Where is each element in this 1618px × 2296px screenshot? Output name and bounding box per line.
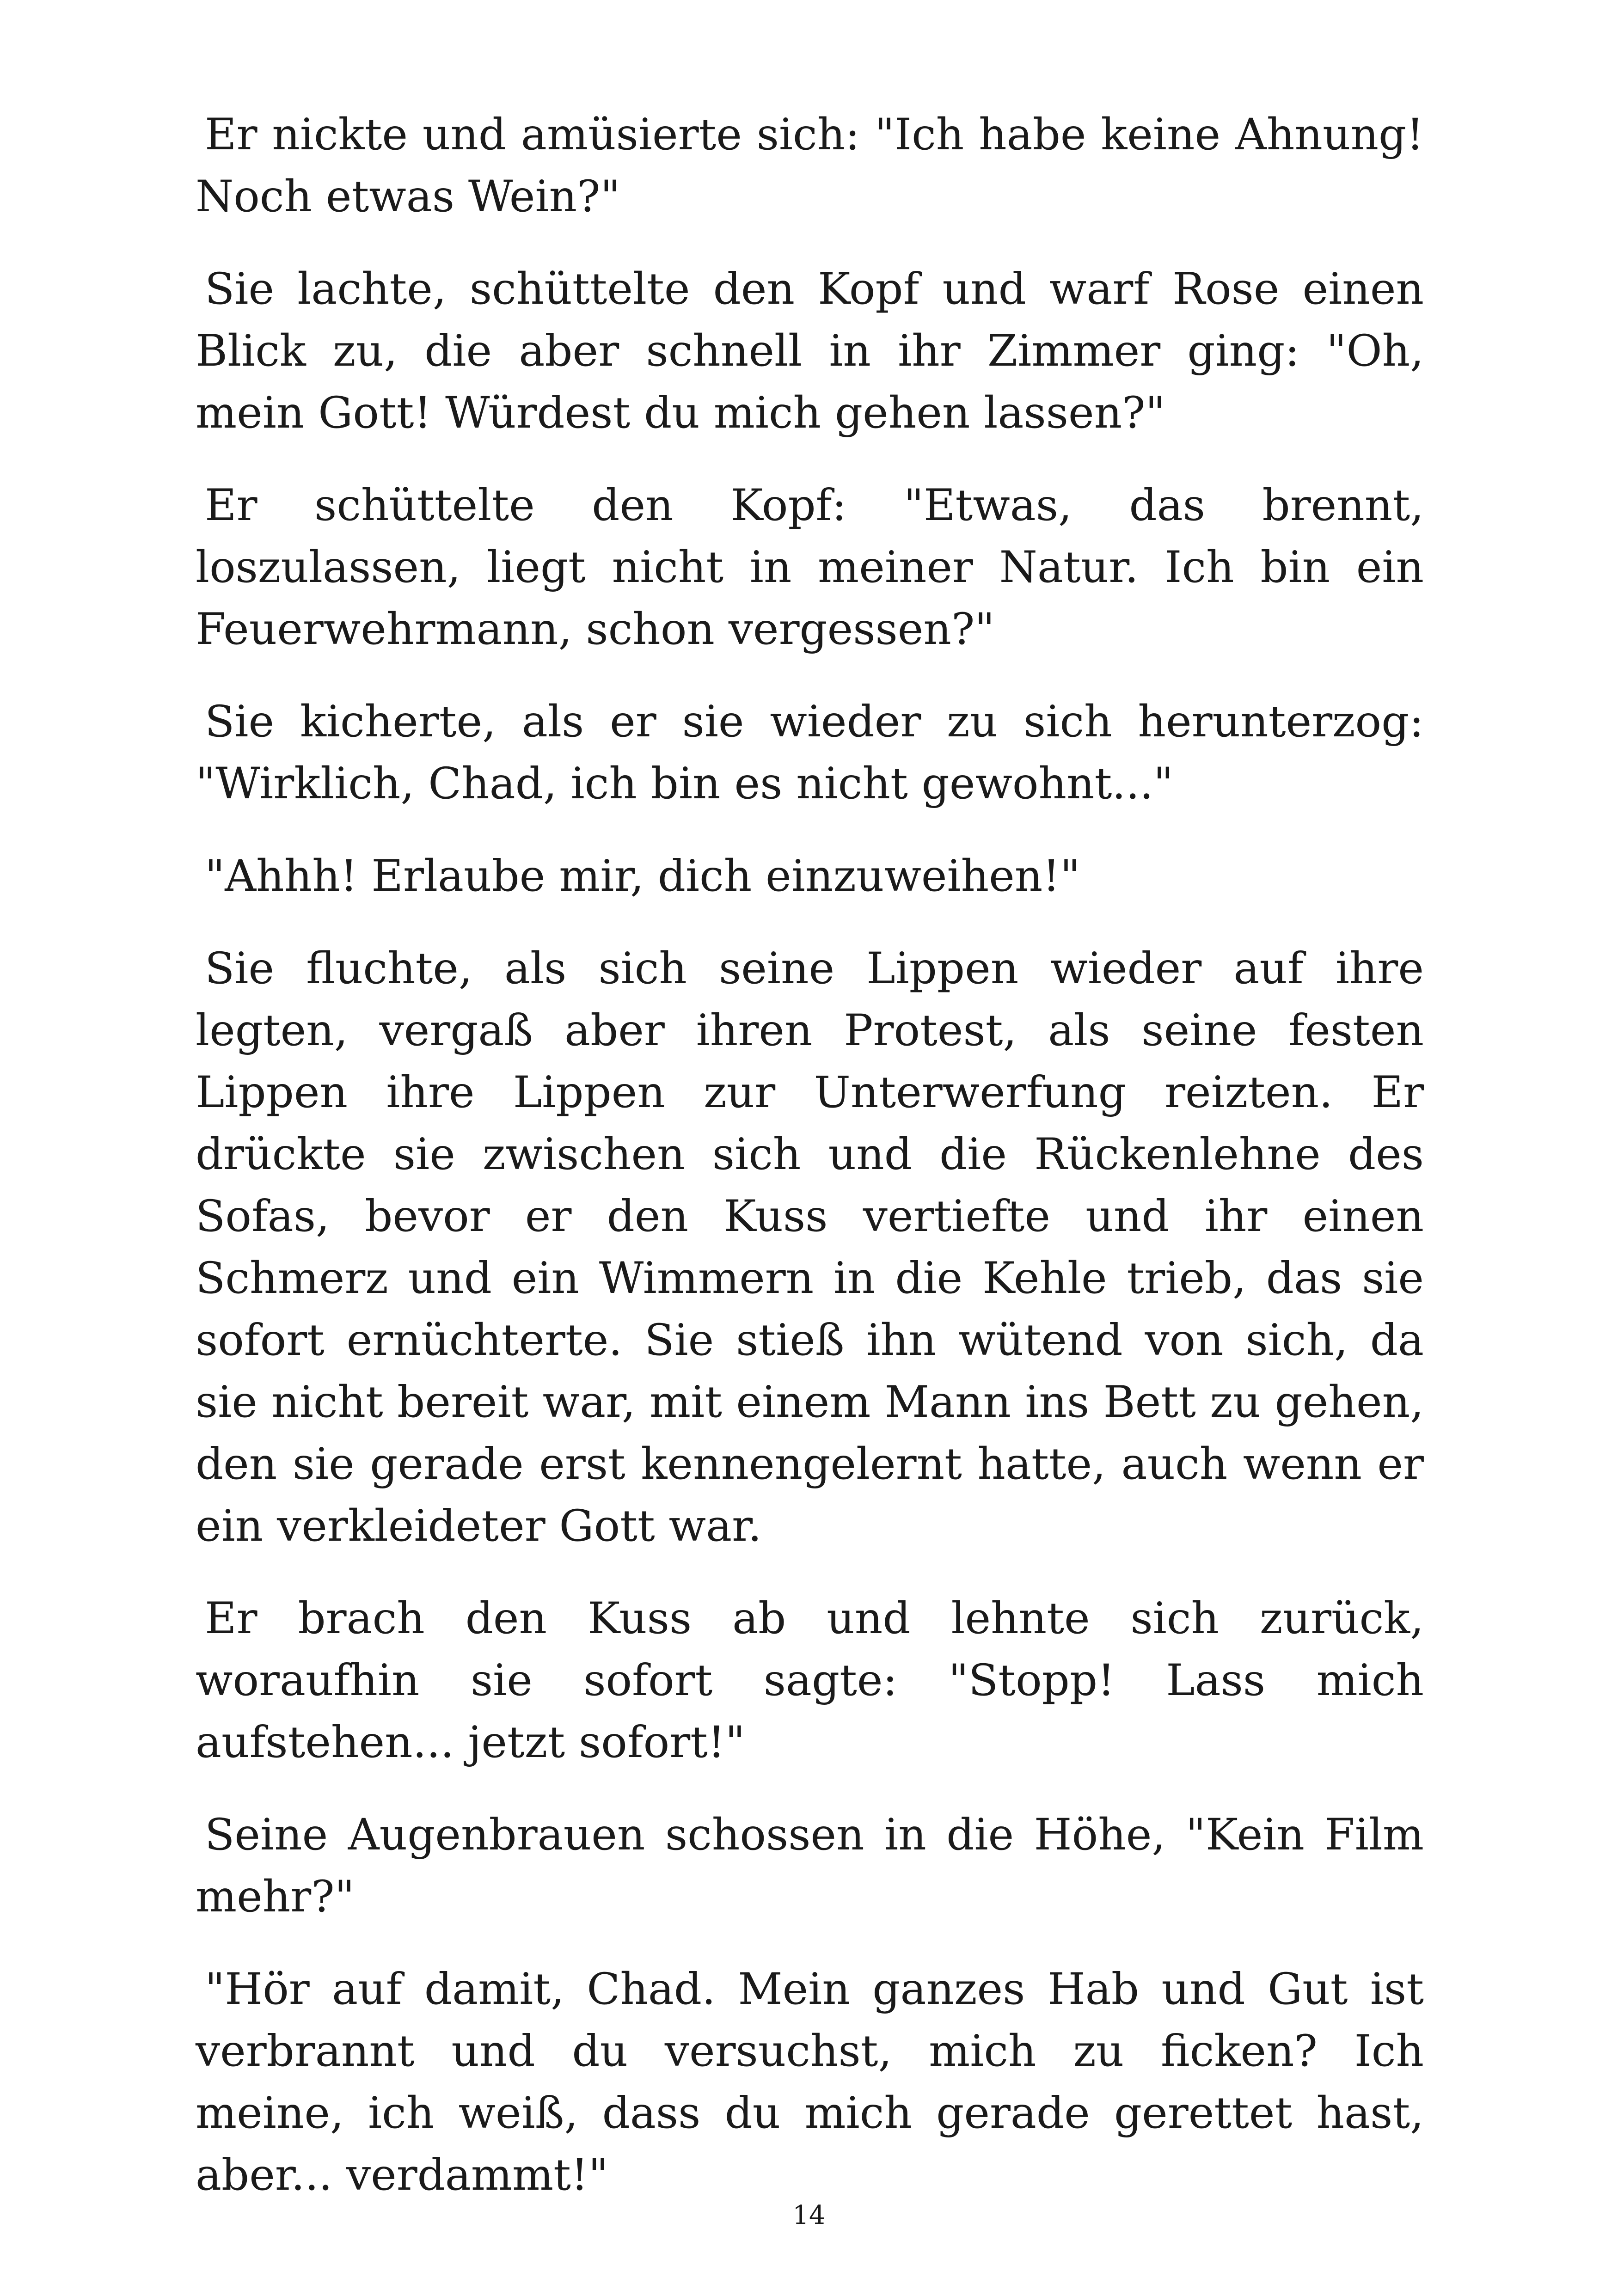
page-number: 14 — [792, 2200, 826, 2230]
paragraph: Seine Augenbrauen schossen in die Höhe, "Kein Film mehr?" — [196, 1810, 1424, 1922]
paragraph: Sie lachte, schüttelte den Kopf und warf Rose einen Blick zu, die aber schnell in ihr Zimmer ging: "Oh, mein Gott! Würdest du mich gehen lassen?" — [196, 264, 1424, 438]
paragraph: "Ahhh! Erlaube mir, dich einzuweihen!" — [205, 851, 1080, 901]
paragraph: Er nickte und amüsierte sich: "Ich habe keine Ahnung! Noch etwas Wein?" — [196, 110, 1424, 222]
paragraph: Sie kicherte, als er sie wieder zu sich herunterzog: "Wirklich, Chad, ich bin es nicht gewohnt..." — [196, 697, 1424, 809]
text-body — [196, 104, 1424, 2237]
paragraph: Er brach den Kuss ab und lehnte sich zurück, woraufhin sie sofort sagte: "Stopp! Lass mich aufstehen... jetzt sofort!" — [196, 1593, 1424, 1768]
paragraph: Er schüttelte den Kopf: "Etwas, das brennt, loszulassen, liegt nicht in meiner Natur. Ich bin ein Feuerwehrmann, schon vergessen?" — [196, 480, 1424, 655]
paragraph: "Hör auf damit, Chad. Mein ganzes Hab und Gut ist verbrannt und du versuchst, mich zu ficken? Ich meine, ich weiß, dass du mich gerade gerettet hast, aber... verdammt!" — [196, 1964, 1424, 2200]
paragraph: Sie fluchte, als sich seine Lippen wieder auf ihre legten, vergaß aber ihren Protest, als seine festen Lippen ihre Lippen zur Unterwerfung reizten. Er drückte sie zwischen sich und die Rückenlehne des Sofas, bevor er den Kuss vertiefte und ihr einen Schmerz und ein Wimmern in die Kehle trieb, das sie sofort ernüchterte. Sie stieß ihn wütend von sich, da sie nicht bereit war, mit einem Mann ins Bett zu gehen, den sie gerade erst kennengelernt hatte, auch wenn er ein verkleideter Gott war. — [196, 943, 1424, 1551]
